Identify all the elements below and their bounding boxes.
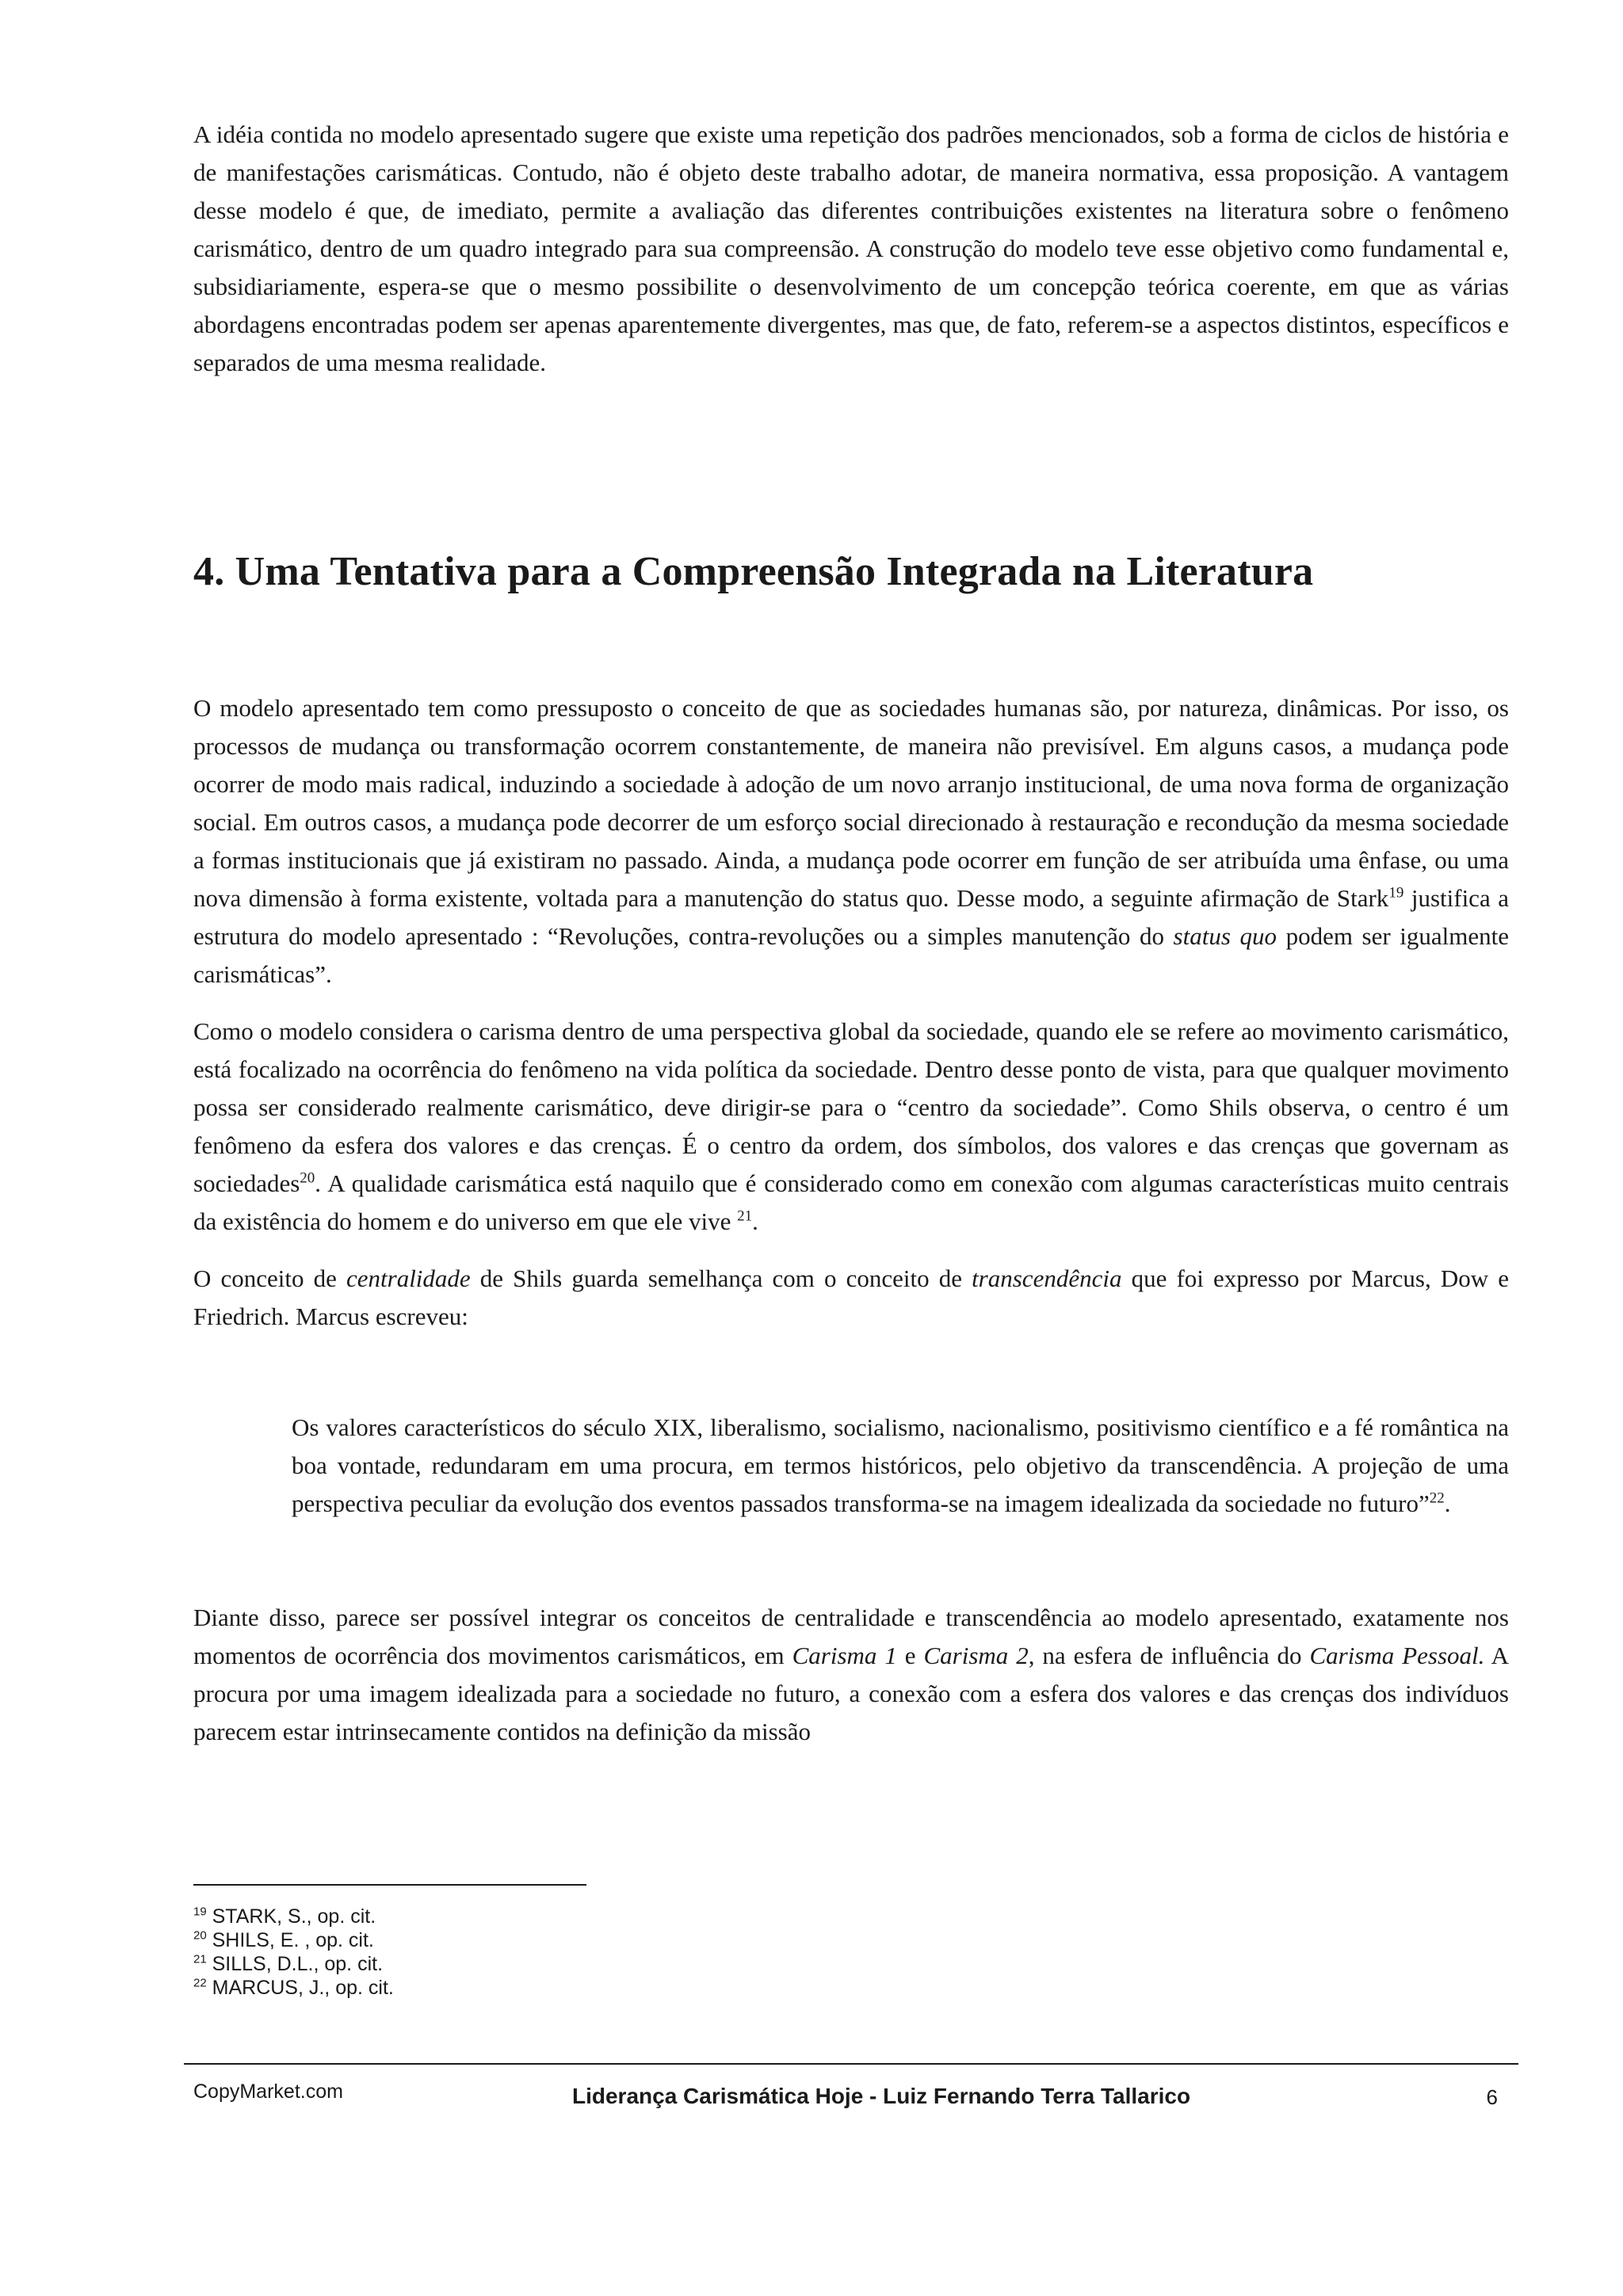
paragraph-centrality: O conceito de centralidade de Shils guarda semelhança com o conceito de transcendência que foi expresso por Marcus, Dow e Friedrich. Marcus escreveu:: [193, 1264, 1509, 1330]
footnote-ref-20[interactable]: 20: [300, 1169, 315, 1187]
footnote-divider: [193, 1884, 586, 1886]
footnote-item: $^{19}$ STARK, S., op. cit.: [193, 1905, 376, 1928]
footnote-item: $^{20}$ SHILS, E. , op. cit.: [193, 1928, 374, 1951]
paragraph-model-dynamics: O modelo apresentado tem como pressuposto o conceito de que as sociedades humanas são, por natureza, dinâmicas. Por isso, os processos de mudança ou transformação ocorrem constantemente, de maneira não previsível. Em alguns casos, a mudança pode ocorrer de modo mais radical, induzindo a sociedade à adoção de um novo arranjo institucional, de uma nova forma de organização social. Em outros casos, a mudança pode decorrer de um esforço social direcionado à restauração e recondução da mesma sociedade a formas institucionais que já existiram no passado. Ainda, a mudança pode ocorrer em função de ser atribuída uma ênfase, ou uma nova dimensão à forma existente, voltada para a manutenção do status quo. Desse modo, a seguinte afirmação de Stark$^{19}$ justifica a estrutura do modelo apresentado : “Revoluções, contra-revoluções ou a simples manutenção do status quo podem ser igualmente carismáticas”.: [193, 694, 1509, 988]
main-text: [193, 116, 1509, 1751]
paragraph-intro: A idéia contida no modelo apresentado sugere que existe uma repetição dos padrões mencionados, sob a forma de ciclos de história e de manifestações carismáticas. Contudo, não é objeto deste trabalho adotar, de maneira normativa, essa proposição. A vantagem desse modelo é que, de imediato, permite a avaliação das diferentes contribuições existentes na literatura sobre o fenômeno carismático, dentro de um quadro integrado para sua compreensão. A construção do modelo teve esse objetivo como fundamental e, subsidiariamente, espera-se que o mesmo possibilite o desenvolvimento de um concepção teórica coerente, em que as várias abordagens encontradas podem ser apenas aparentemente divergentes, mas que, de fato, referem-se a aspectos distintos, específicos e separados de uma mesma realidade.: [193, 120, 1509, 376]
footnote-item: $^{21}$ SILLS, D.L., op. cit.: [193, 1952, 384, 1975]
footer-divider: [184, 2063, 1518, 2065]
footnote-ref-22[interactable]: 22: [1429, 1489, 1445, 1507]
paragraph-integration: Diante disso, parece ser possível integrar os conceitos de centralidade e transcendência ao modelo apresentado, exatamente nos momentos de ocorrência dos movimentos carismáticos, em Carisma 1 e Carisma 2, na esfera de influência do Carisma Pessoal. A procura por uma imagem idealizada para a sociedade no futuro, a conexão com a esfera dos valores e das crenças dos indivíduos parecem estar intrinsecamente contidos na definição da missão: [193, 1604, 1509, 1745]
footer-site[interactable]: CopyMarket.com: [193, 2081, 343, 2103]
footnote-ref-19[interactable]: 19: [1388, 884, 1404, 902]
page-footer: [193, 2081, 1509, 2112]
paragraph-centre-society: Como o modelo considera o carisma dentro de uma perspectiva global da sociedade, quando ele se refere ao movimento carismático, está focalizado na ocorrência do fenômeno na vida política da sociedade. Dentro desse ponto de vista, para que qualquer movimento possa ser considerado realmente carismático, deve dirigir-se para o “centro da sociedade”. Como Shils observa, o centro é um fenômeno da esfera dos valores e das crenças. É o centro da ordem, dos símbolos, dos valores e das crenças que governam as sociedades$^{20}$. A qualidade carismática está naquilo que é considerado como em conexão com algumas características muito centrais da existência do homem e do universo em que ele vive $^{21}$.: [193, 1017, 1509, 1235]
footnotes: [193, 1905, 394, 2000]
footnote-ref-21[interactable]: 21: [737, 1207, 753, 1225]
block-quote: Os valores característicos do século XIX, liberalismo, socialismo, nacionalismo, positivismo científico e a fé romântica na boa vontade, redundaram em uma procura, em termos históricos, pelo objetivo da transcendência. A projeção de uma perspectiva peculiar da evolução dos eventos passados transforma-se na imagem idealizada da sociedade no futuro”$^{22}$.: [292, 1413, 1509, 1517]
footer-title: Liderança Carismática Hoje - Luiz Fernando Terra Tallarico: [572, 2084, 1191, 2108]
page-number: 6: [1486, 2085, 1498, 2109]
section-heading: 4. Uma Tentativa para a Compreensão Integrada na Literatura: [193, 549, 1314, 594]
footnote-item: $^{22}$ MARCUS, J., op. cit.: [193, 1976, 394, 1999]
